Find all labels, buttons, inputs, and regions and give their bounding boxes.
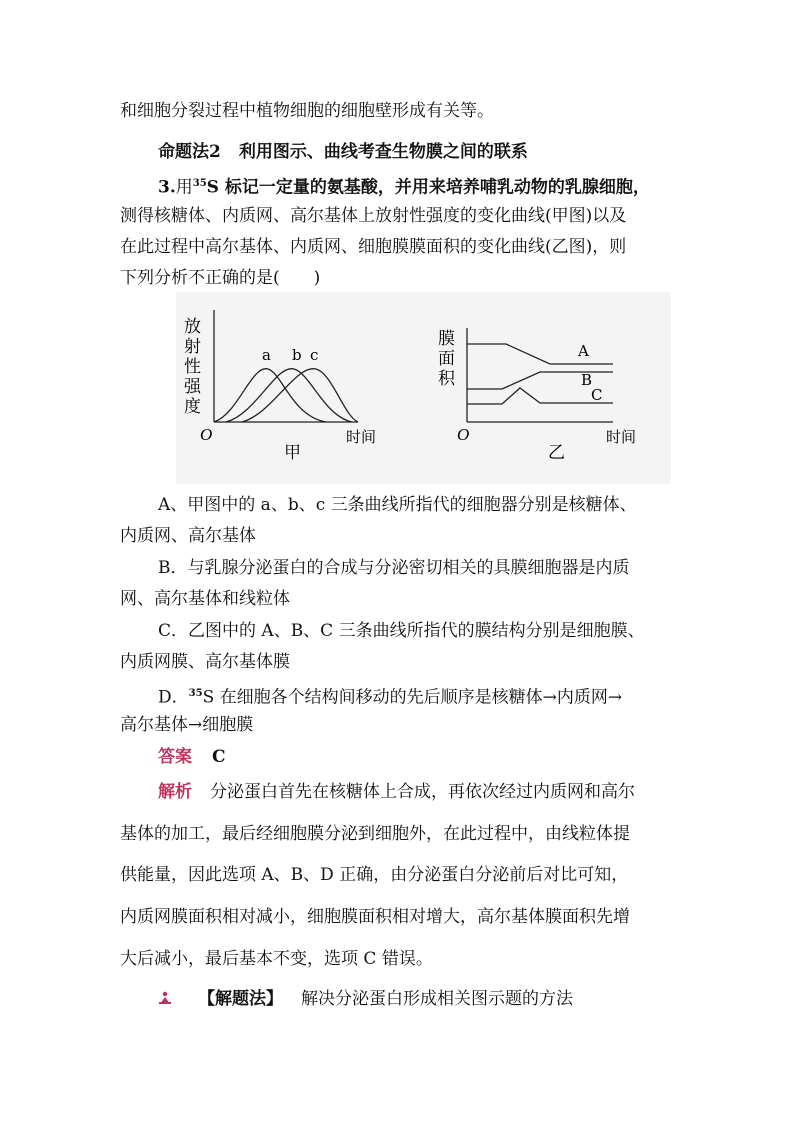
jia-curve-b <box>226 369 352 422</box>
question-line-1: 3.用$^{35}$S 标记一定量的氨基酸，并用来培养哺乳动物的乳腺细胞， <box>158 177 650 198</box>
option-d-line-1: D．$^{35}$S 在细胞各个结构间移动的先后顺序是核糖体→内质网→ <box>158 687 623 708</box>
yi-ylabel-2: 积 <box>438 369 455 389</box>
option-d-line-2: 高尔基体→细胞膜 <box>120 715 254 735</box>
method-heading <box>158 141 528 163</box>
question-line-3: 在此过程中高尔基体、内质网、细胞膜膜面积的变化曲线(乙图)，则 <box>120 237 627 257</box>
answer-line <box>158 746 226 768</box>
yi-label-C: C <box>591 386 603 404</box>
analysis-line-4: 内质网膜面积相对减小，细胞膜面积相对增大，高尔基体膜面积先增 <box>120 907 630 927</box>
yi-origin: O <box>457 425 470 444</box>
option-a-line-2: 内质网、高尔基体 <box>120 526 256 546</box>
jia-label-a: a <box>262 346 271 364</box>
method-box-line <box>158 988 573 1010</box>
analysis-line-3: 供能量，因此选项 A、B、D 正确，由分泌蛋白分泌前后对比可知， <box>120 865 629 885</box>
figure-panel <box>176 292 671 484</box>
intro-line: 和细胞分裂过程中植物细胞的细胞壁形成有关等。 <box>120 101 494 121</box>
jia-label-c: c <box>310 346 319 364</box>
yi-ylabel-0: 膜 <box>438 329 455 349</box>
analysis-line-1: 解析 分泌蛋白首先在核糖体上合成，再依次经过内质网和高尔 <box>158 782 635 802</box>
jia-ylabel-4: 度 <box>184 397 201 417</box>
jia-ylabel-0: 放 <box>184 317 201 337</box>
method-heading-number: 2 <box>209 142 221 162</box>
option-c-line-2: 内质网膜、高尔基体膜 <box>120 652 290 672</box>
jia-ylabel-3: 强 <box>184 377 201 397</box>
jia-xlabel: 时间 <box>346 428 377 446</box>
figure-svg <box>176 292 671 484</box>
jia-curve-c <box>242 369 358 422</box>
yi-ylabel-1: 面 <box>438 349 455 369</box>
jia-caption: 甲 <box>284 443 301 463</box>
jia-ylabel-2: 性 <box>184 357 201 377</box>
method-box-label: 【解题法】 <box>198 989 283 1009</box>
yi-caption: 乙 <box>548 443 565 463</box>
question-number: 3. <box>158 177 176 198</box>
option-c-line-1: C．乙图中的 A、B、C 三条曲线所指代的膜结构分别是细胞膜、 <box>158 621 645 641</box>
answer-value: C <box>212 747 226 767</box>
method-heading-title: 利用图示、曲线考查生物膜之间的联系 <box>238 142 528 162</box>
jia-curve-a <box>214 369 326 422</box>
question-line-4: 下列分析不正确的是( ) <box>120 268 321 288</box>
option-a-line-1: A、甲图中的 a、b、c 三条曲线所指代的细胞器分别是核糖体、 <box>158 495 637 515</box>
analysis-label: 解析 <box>158 782 192 802</box>
analysis-line-2: 基体的加工，最后经细胞膜分泌到细胞外，在此过程中，由线粒体提 <box>120 824 630 844</box>
jia-origin: O <box>200 425 213 444</box>
option-b-line-2: 网、高尔基体和线粒体 <box>120 589 290 609</box>
jia-ylabel-1: 射 <box>184 337 201 357</box>
yi-label-A: A <box>578 342 589 360</box>
yi-curve-A <box>467 344 613 364</box>
analysis-line-5: 大后减小，最后基本不变，选项 C 错误。 <box>120 949 433 969</box>
method-heading-label: 命题法 <box>158 142 209 162</box>
option-b-line-1: B．与乳腺分泌蛋白的合成与分泌密切相关的具膜细胞器是内质 <box>158 558 630 578</box>
question-line-2: 测得核糖体、内质网、高尔基体上放射性强度的变化曲线(甲图)以及 <box>120 206 627 226</box>
answer-label: 答案 <box>158 747 192 767</box>
method-box-title: 解决分泌蛋白形成相关图示题的方法 <box>301 989 573 1009</box>
yi-xlabel: 时间 <box>606 428 637 446</box>
chart-yi <box>438 328 636 463</box>
reading-person-icon <box>158 991 172 1005</box>
yi-label-B: B <box>581 371 593 389</box>
jia-label-b: b <box>292 346 302 364</box>
chart-jia <box>184 310 376 463</box>
